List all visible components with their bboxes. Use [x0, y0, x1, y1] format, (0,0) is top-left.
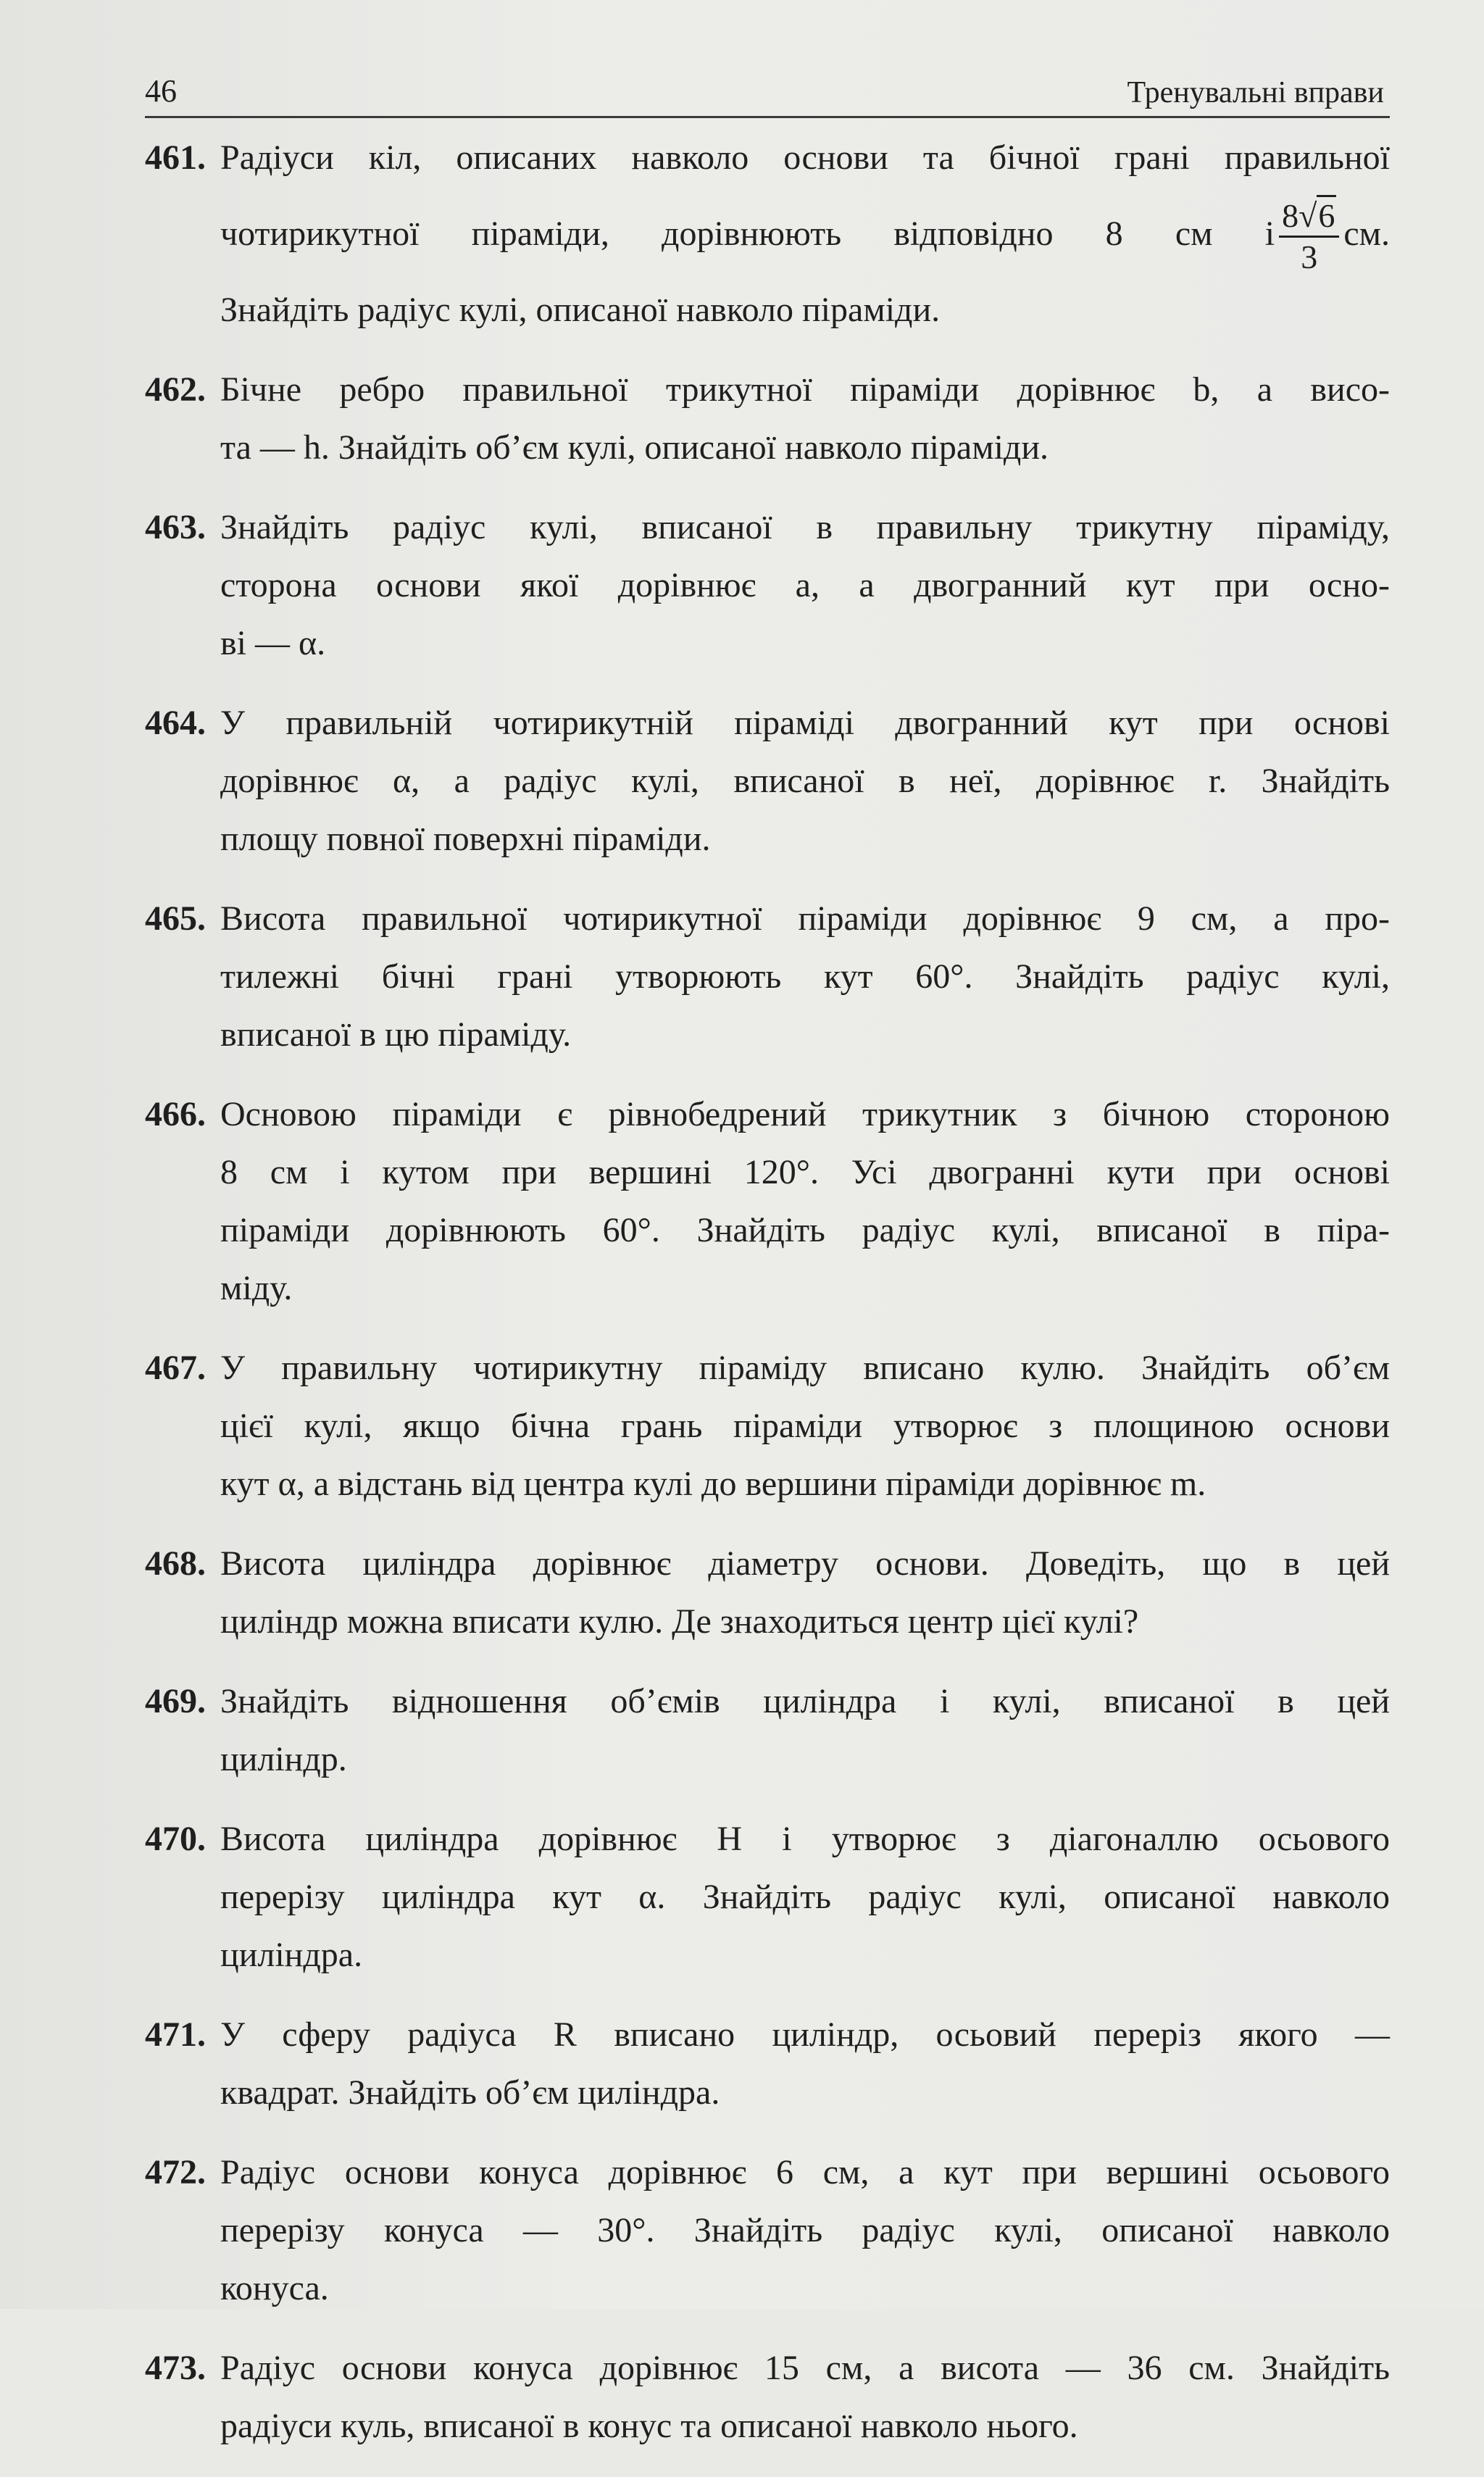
problem-number: 467. [145, 1349, 206, 1387]
problem-text-line: вписаної в цю піраміду. [220, 1015, 572, 1054]
problem-number: 468. [145, 1544, 206, 1583]
problem-text-line: площу повної поверхні піраміди. [220, 820, 711, 858]
problem-list [145, 129, 1390, 2477]
problem-text-line: Основою піраміди є рівнобедрений трикутник з бічною стороною [220, 1095, 1390, 1133]
problem-466 [145, 1086, 1390, 1317]
problem-text-line: тилежні бічні грані утворюють кут 60°. Знайдіть радіус кулі, [220, 957, 1390, 996]
sqrt-symbol: √6 [1298, 199, 1336, 233]
page-header [145, 71, 1390, 118]
problem-472 [145, 2144, 1390, 2318]
problem-text-line [220, 187, 1390, 281]
problem-text-line: ві — α. [220, 624, 326, 662]
problem-text-line: У сферу радіуса R вписано циліндр, осьовий переріз якого — [220, 2015, 1390, 2054]
problem-text-line: Знайдіть радіус кулі, вписаної в правильну трикутну піраміду, [220, 508, 1390, 546]
unit-label: см. [1343, 215, 1390, 253]
fraction-numerator-coef: 8 [1282, 197, 1299, 235]
running-title: Тренувальні вправи [1127, 76, 1384, 109]
problem-text-line: циліндра. [220, 1936, 363, 1974]
problem-number: 472. [145, 2153, 206, 2191]
problem-number: 471. [145, 2015, 206, 2054]
problem-468 [145, 1535, 1390, 1651]
problem-number: 463. [145, 508, 206, 546]
problem-463 [145, 499, 1390, 673]
problem-text-line: Висота циліндра дорівнює H і утворює з діагоналлю осьового [220, 1820, 1390, 1858]
problem-473 [145, 2339, 1390, 2455]
problem-text-fragment: чотирикутної піраміди, дорівнюють відповідно 8 см і [220, 215, 1275, 253]
problem-461 [145, 129, 1390, 339]
radicand: 6 [1317, 195, 1336, 234]
problem-number: 462. [145, 370, 206, 409]
problem-469 [145, 1673, 1390, 1789]
problem-471 [145, 2006, 1390, 2122]
problem-text-line: Висота циліндра дорівнює діаметру основи. Доведіть, що в цей [220, 1544, 1390, 1583]
fraction-8-sqrt6-over-3 [1279, 199, 1339, 274]
problem-text-line: Бічне ребро правильної трикутної піраміди дорівнює b, а висо- [220, 370, 1390, 409]
problem-text-line: квадрат. Знайдіть об’єм циліндра. [220, 2073, 720, 2112]
problem-467 [145, 1339, 1390, 1513]
problem-465 [145, 890, 1390, 1064]
problem-text-line: кут α, а відстань від центра кулі до вершини піраміди дорівнює m. [220, 1465, 1206, 1503]
problem-text-line: У правильну чотирикутну піраміду вписано кулю. Знайдіть об’єм [220, 1349, 1390, 1387]
problem-text-line: У правильній чотирикутній піраміді двогранний кут при основі [220, 704, 1390, 742]
problem-text-line: сторона основи якої дорівнює a, а двогранний кут при осно- [220, 566, 1390, 604]
problem-text-line: 8 см і кутом при вершині 120°. Усі двогранні кути при основі [220, 1153, 1390, 1191]
problem-text-line: піраміди дорівнюють 60°. Знайдіть радіус кулі, вписаної в піра- [220, 1211, 1390, 1249]
problem-text-line: конуса. [220, 2269, 329, 2307]
problem-462 [145, 361, 1390, 477]
problem-number: 461. [145, 138, 206, 177]
fraction-denominator: 3 [1301, 238, 1318, 276]
problem-text-line: Висота правильної чотирикутної піраміди дорівнює 9 см, а про- [220, 899, 1390, 938]
problem-text-line: радіуси куль, вписаної в конус та описаної навколо нього. [220, 2407, 1078, 2445]
problem-text-line: Радіуси кіл, описаних навколо основи та бічної грані правильної [220, 138, 1390, 177]
problem-text-line: перерізу конуса — 30°. Знайдіть радіус кулі, описаної навколо [220, 2211, 1390, 2249]
problem-464 [145, 694, 1390, 868]
problem-text-line: Знайдіть відношення об’ємів циліндра і кулі, вписаної в цей [220, 1682, 1390, 1720]
page-number: 46 [145, 73, 177, 109]
problem-text-line: Радіус основи конуса дорівнює 15 см, а висота — 36 см. Знайдіть [220, 2349, 1390, 2387]
problem-number: 470. [145, 1820, 206, 1858]
problem-text-line: дорівнює α, а радіус кулі, вписаної в неї, дорівнює r. Знайдіть [220, 762, 1390, 800]
problem-number: 473. [145, 2349, 206, 2387]
problem-number: 466. [145, 1095, 206, 1133]
problem-text-line: Знайдіть радіус кулі, описаної навколо піраміди. [220, 291, 941, 329]
problem-text-line: та — h. Знайдіть об’єм кулі, описаної навколо піраміди. [220, 428, 1049, 467]
problem-text-line: перерізу циліндра кут α. Знайдіть радіус кулі, описаної навколо [220, 1878, 1390, 1916]
problem-number: 464. [145, 704, 206, 742]
problem-text-line: циліндр. [220, 1740, 347, 1778]
problem-text-line: циліндр можна вписати кулю. Де знаходиться центр цієї кулі? [220, 1602, 1139, 1641]
problem-number: 469. [145, 1682, 206, 1720]
problem-text-line: міду. [220, 1269, 293, 1307]
problem-number: 465. [145, 899, 206, 938]
problem-470 [145, 1810, 1390, 1984]
problem-text-line: Радіус основи конуса дорівнює 6 см, а кут при вершині осьового [220, 2153, 1390, 2191]
problem-text-line: цієї кулі, якщо бічна грань піраміди утворює з площиною основи [220, 1407, 1390, 1445]
